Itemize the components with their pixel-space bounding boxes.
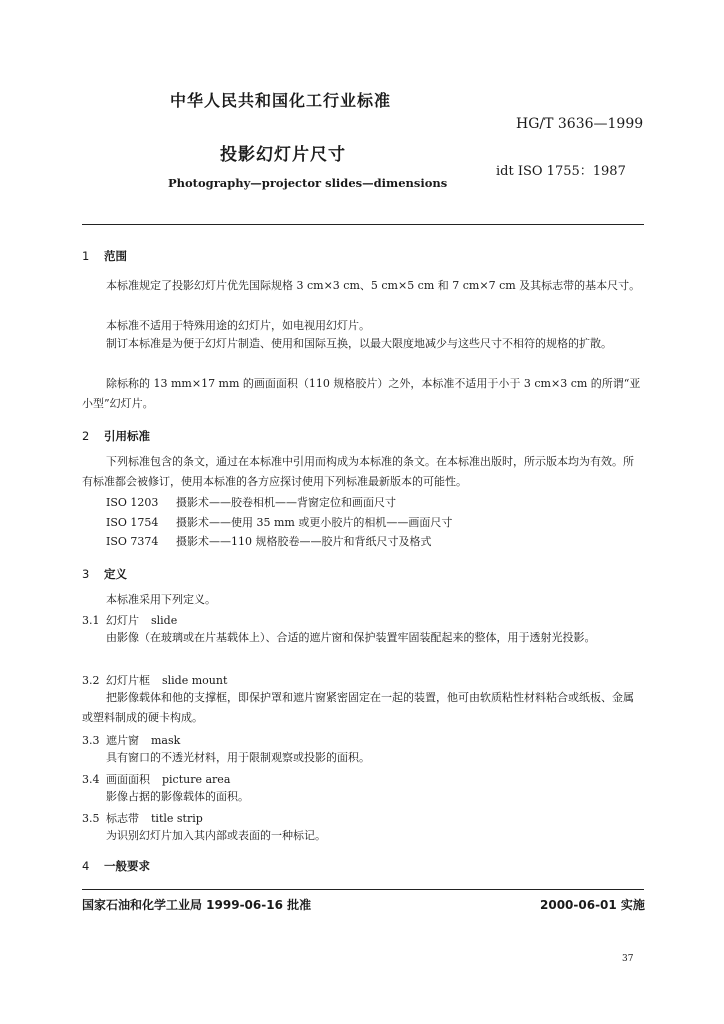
definition-heading [82,732,180,748]
reference-item [106,494,396,510]
section-number: 3 [82,567,90,581]
definition-text: 具有窗口的不透光材料，用于限制观察或投影的面积。 [106,751,370,764]
definition-term: 画面面积 [106,773,150,786]
definition-text: 由影像（在玻璃或在片基载体上）、合适的遮片窗和保护装置牢固装配起来的整体，用于透射光投影。 [106,631,596,644]
definition-term-en: slide [151,614,178,627]
section-number: 1 [82,249,90,263]
reference-code: ISO 1754 [106,516,159,529]
section-title: 一般要求 [104,859,150,873]
effective-date: 2000-06-01 实施 [540,898,645,912]
approval-line: 国家石油和化学工业局 1999-06-16 批准 [82,898,312,912]
definition-number: 3.4 [82,773,100,786]
s1-paragraph: 除标称的 13 mm×17 mm 的画面面积（110 规格胶片）之外，本标准不适用于小于 3 cm×3 cm 的所谓“亚小型”幻灯片。 [82,377,641,410]
reference-item [106,533,432,549]
definition-term: 标志带 [106,812,139,825]
english-title: Photography—projector slides—dimensions [168,176,448,190]
s3-intro: 本标准采用下列定义。 [106,593,216,606]
s2-paragraph: 下列标准包含的条文，通过在本标准中引用而构成为本标准的条文。在本标准出版时，所示版本均为有效。所有标准都会被修订，使用本标准的各方应探讨使用下列标准最新版本的可能性。 [82,455,634,488]
header-divider [82,224,644,225]
standard-code: HG/T 3636—1999 [516,116,644,132]
s1-paragraph: 本标准规定了投影幻灯片优先国际规格 3 cm×3 cm、5 cm×5 cm 和 7 cm×7 cm 及其标志带的基本尺寸。 [106,279,641,292]
reference-text: 摄影术——110 规格胶卷——胶片和背纸尺寸及格式 [176,535,432,548]
reference-code: ISO 7374 [106,535,159,548]
reference-item [106,514,452,530]
definition-term-en: slide mount [162,674,228,687]
organization-heading: 中华人民共和国化工行业标准 [170,91,392,110]
reference-text: 摄影术——使用 35 mm 或更小胶片的相机——画面尺寸 [176,516,453,529]
definition-heading [82,612,177,628]
definition-number: 3.1 [82,614,100,627]
section-title: 定义 [104,567,127,581]
definition-number: 3.3 [82,734,100,747]
definition-term: 幻灯片框 [106,674,150,687]
definition-number: 3.5 [82,812,100,825]
definition-term: 遮片窗 [106,734,139,747]
definition-heading [82,672,227,688]
definition-term: 幻灯片 [106,614,139,627]
definition-text: 为识别幻灯片加入其内部或表面的一种标记。 [106,829,326,842]
section-2-heading [82,428,150,444]
section-title: 范围 [104,249,127,263]
definition-term-en: picture area [162,773,231,786]
definition-number: 3.2 [82,674,100,687]
reference-code: ISO 1203 [106,496,159,509]
definition-term-en: title strip [151,812,203,825]
definition-text: 影像占据的影像载体的面积。 [106,790,249,803]
section-4-heading [82,858,150,874]
section-1-heading [82,248,127,264]
definition-heading [82,810,203,826]
definition-text: 把影像载体和他的支撑框，即保护罩和遮片窗紧密固定在一起的装置，他可由软质粘性材料粘合或纸板、金属或塑料制成的硬卡构成。 [82,691,634,724]
section-title: 引用标准 [104,429,150,443]
s1-paragraph: 制订本标准是为便于幻灯片制造、使用和国际互换，以最大限度地减少与这些尺寸不相符的规格的扩散。 [106,337,612,350]
section-3-heading [82,566,127,582]
idt-reference: idt ISO 1755：1987 [496,164,626,179]
section-number: 4 [82,859,90,873]
definition-term-en: mask [151,734,181,747]
definition-heading [82,771,230,787]
page-number: 37 [622,954,634,964]
s1-paragraph: 本标准不适用于特殊用途的幻灯片，如电视用幻灯片。 [106,319,370,332]
reference-text: 摄影术——胶卷相机——背窗定位和画面尺寸 [176,496,396,509]
document-title: 投影幻灯片尺寸 [220,145,346,165]
section-number: 2 [82,429,90,443]
footer-divider [82,889,644,890]
